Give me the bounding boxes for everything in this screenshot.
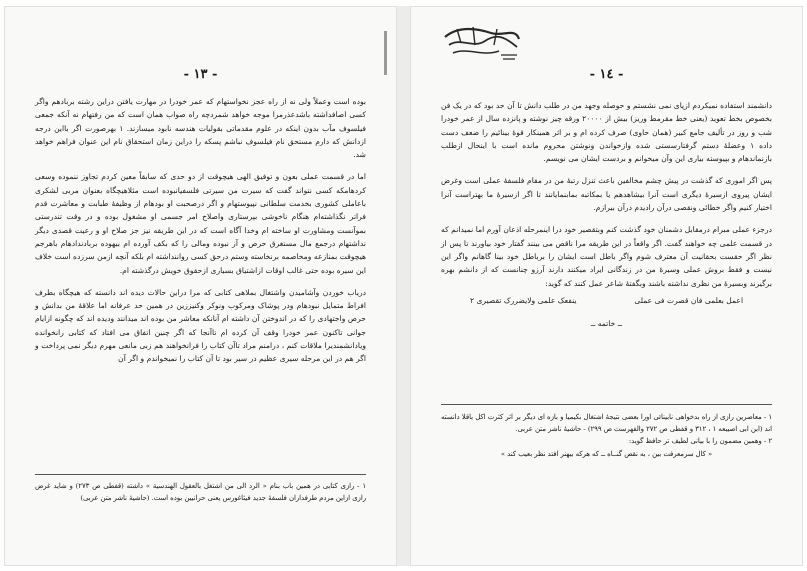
poem-verse [441, 294, 772, 307]
footnote-rule [441, 404, 772, 405]
main-text [35, 95, 366, 366]
verse-hemistich: اعمل بعلمی فان قصرت فی عملی [634, 295, 744, 305]
closing-heading: ــ خاتمه ــ [590, 319, 623, 329]
main-text [441, 99, 772, 330]
paragraph: پس اگر اموری که گذشت در پیش چشم مخالفین باعث تنزل رتبهٔ من در مقام فلسفهٔ عملی است وغرض ایشان پیروی ازسیرهٔ دیگری است آنرا بیشاهدهم یا بمکاتبه بمابنمایانند تا اگر ازسیرهٔ ما بهتراست آنرا اختیار کنیم واگر خطائی ونقصی درآن رادیدم درآن بیرازم. [441, 176, 772, 213]
right-page [410, 6, 803, 566]
paragraph: بوده است وعملاً ولی نه از راه عجز نخواستهام که عمر خودرا در مهارت یافتن دراین رشته بربادهم واگر کسی اصافداشته باشدعذرمرا موجه خواهد شمردچه راه صواب همان است که من رفتهام نه آنکه جمعی فیلسوف مآب بدون اینکه در علوم مقدماتی بقولیات هندسه نابود میسازند. ١ بهرصورت اگر بااین درجه ازدانش که دارم مستحق نام فیلسوف نباشم پسکه را دراین زمان استحقاق نام این عنوان فراهم خواهد شد. [35, 97, 366, 160]
footnote: ١ - رازی کتابی در همین باب بنام « الرد الی من اشتغل بالعقول الهندسیة » داشته (قفطی ص ٢٧٣) و شاید غرض رازی ازاین مردم طرفداران فلسفهٔ جدید فیثاغورس یعنی حرانیین بوده است. (حاشیهٔ ناشر متن عربی) [35, 482, 366, 503]
footnote: « کال سرمعرفت بین ، به نقص گنــاه ــ که هرکه بیهنر افتد نظر بعیب کند » [500, 449, 713, 458]
page-number: - ١٤ - [589, 67, 624, 82]
paragraph: دریاب خوردن وآشامیدن واشتغال بملاهی کتابی که مرا دراین حالات دیده اند دانسته که هیچگاه بطرف افراط متمایل نبودهام ودر پوشاک ومرکوب ونوکر وکنیززین در همین حد عرفانه اما علاقهٔ من بدانش و حرص واجتهادی را که در اندوختن آن داشته ام آنانکه معاشر من بوده اند میدانند ودیده اند که چگونه ازایام جوانی تاکنون عمر خودرا وقف آن کرده ام تاآنجا که اگر چنین اتفاق می افتاد که کتابی رانخوانده ویادانشمندیرا ملاقات کنم ، درامنم مراد تاآن کتاب را فرانخواهند هم زبی مانعی مهرم دیگر نمی پرداخت و اگر هم در این مرحله سیری عظیم در سیر بود تا آن کتاب را نمیخواندم و اگر آن [35, 287, 366, 364]
paragraph: اما در قسمت عملی بعون و توفیق الهی هیچوقت از دو حدی که سابقاً معین کردم تجاوز ننموده وسعی کردهامکه کسی نتواند گفت که سیرت من سیرتی فلسفیانبوده است مثلاهیچگاه بعنوان مربی لشکری باعاملی کشوری بخدمت سلطانی نپیوستهام و اگر درصحبت او بودهام از وظیفهٔ طبابت و معاشرت قدم فراتر نگذاشته‌ام هنگام ناخوشی بپرستاری واصلاح امر جسمی او مشغول بوده و در وقت تندرستی بموآنست ومشاورت او ساخته ام وخدا آگاه است که در این طریقه نیز جز صلاح او و رعیت قصدی دیگر نداشتهام درجمع مال مستغرق حرص و آز نبوده ومالی را که بکف آورده ام بیهوده بربادندادهام باهرجم هیچوقت بمنازعه ومخاصمه برنخاسته وستم درحق کسی رواننداشته ام بلکه آنچه ازمن سرزده است خلاف این سیره بوده حتی غالب اوقات ازاشتیاق بسیاری ازحقوق خویش درگذشته ام. [35, 172, 366, 275]
footnote: ١ - معاصرین رازی از راه بدخواهی نابینائی اورا بعضی نتیجهٔ اشتغال بکیمیا و بازه ای دیگر بر اثر کثرت اکل باقلا دانسته اند (ابن ابی اصیبعه ١ ، ٣١٢ و قفطی ص ٢٧٢ والفهرست ص ٢٩٩) - حاشیهٔ ناشر متن عربی. [441, 413, 772, 434]
footnote-rule [35, 474, 366, 475]
verse-hemistich: ینفعک علمی ولایضررک تقصیری ٢ [469, 295, 577, 305]
paragraph: دانشمند استفاده نمیکردم ازپای نمی نشستم و حوصله وجهد من در طلب دانش تا آن حد بود که در یک فن بخصوص بخط تعوید (یعنی خط مقرمط وریز) بیش از ٢٠٠٠٠ ورقه چیز نوشته و پانزده سال از عمر خودرا شب و روز در تألیف جامع کبیر (همان حاوی) صرف کرده ام و بر اثر همینکار قوهٔ بینائیم را ضعف دست داده ١ وعضلهٔ دستم گرفتارسستی شده وازخواندن ونوشتن محروم مانده است با اینحال ازطلب بازنماندهام و بپیوسته بیاری این وآن میخوانم و بردست ایشان می نویسم. [441, 101, 772, 164]
paragraph: درجزء عملی مبرام درمقابل دشمنان خود گذشت کنم وبتقصیر خود درا اینمرحله اذعان آورم اما نمیدانم که در قسمت علمی چه خواهند گفت. اگر واقعاً در این طریقه مرا ناقص می بینند گفتار خود بیاورند تا پس از نظر اگر حقست بحقانیت آن معترف شوم واگر باطل است ایشان را برباطل خود بینا گاهانم واگر این نیست و فقط بروش عملی وسیرهٔ من در زندگانی ایراد میکنند دارند آرزو چنانست که از دانشم بهره برگیرند وبسیرهٔ من نظری نداشته باشند وبگفتهٔ شاعر عمل کنند که گوید: [441, 225, 772, 288]
footnotes [441, 411, 772, 460]
left-page [4, 6, 397, 566]
page-number: - ١٣ - [183, 67, 218, 82]
footnotes [35, 480, 366, 504]
footnote: ٢ - وهمین مضمون را با بیانی لطیف تر حافظ گوید: [628, 437, 772, 446]
stamp-seal [439, 19, 525, 65]
book-gutter [397, 6, 410, 566]
